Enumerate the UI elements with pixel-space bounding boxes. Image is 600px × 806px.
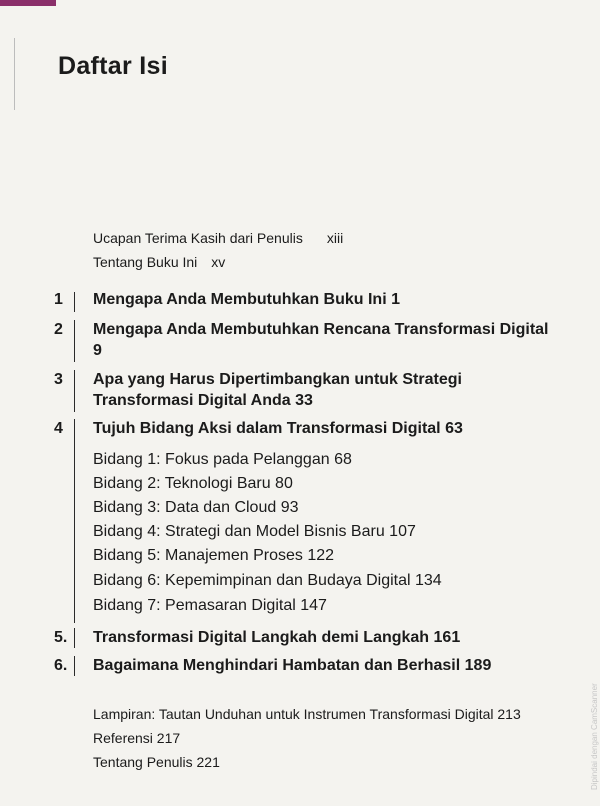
front-matter-item [93,254,225,270]
chapter-title: Apa yang Harus Dipertimbangkan untuk Strategi Transformasi Digital Anda 33 [93,371,462,409]
chapter-title: Tujuh Bidang Aksi dalam Transformasi Digital 63 [93,420,463,437]
chapter-bar [74,320,75,362]
subsection-item: Bidang 1: Fokus pada Pelanggan 68 [93,451,352,468]
front-matter-label: Tentang Buku Ini [93,254,198,270]
chapter-title: Transformasi Digital Langkah demi Langkah 161 [93,629,461,646]
chapter-bar [74,656,75,676]
subsection-item: Bidang 6: Kepemimpinan dan Budaya Digital 134 [93,572,442,589]
chapter-bar [74,292,75,312]
subsection-item: Bidang 4: Strategi dan Model Bisnis Baru 107 [93,523,416,540]
back-matter-item: Tentang Penulis 221 [93,754,220,770]
chapter-number: 6. [54,657,68,674]
chapter-number: 3 [54,371,63,388]
front-matter-page: xiii [326,230,344,246]
chapter-number: 5. [54,629,68,646]
chapter-number: 2 [54,321,63,338]
chapter-title: Mengapa Anda Membutuhkan Rencana Transformasi Digital 9 [93,321,549,359]
front-matter-label: Ucapan Terima Kasih dari Penulis [93,230,303,246]
chapter-number: 1 [54,291,63,308]
subsection-item: Bidang 5: Manajemen Proses 122 [93,547,335,564]
chapter-bar [74,419,75,623]
top-color-mark [0,0,56,6]
left-margin-rule [14,38,15,110]
watermark-text: Dipindai dengan CamScanner [590,683,599,790]
chapter-number: 4 [54,420,63,437]
back-matter-item: Lampiran: Tautan Unduhan untuk Instrumen Transformasi Digital 213 [93,706,521,722]
subsection-item: Bidang 2: Teknologi Baru 80 [93,475,293,492]
back-matter-item: Referensi 217 [93,730,181,746]
subsection-item: Bidang 7: Pemasaran Digital 147 [93,597,327,614]
chapter-bar [74,628,75,648]
chapter-bar [74,370,75,412]
subsection-item: Bidang 3: Data dan Cloud 93 [93,499,299,516]
page-title: Daftar Isi [58,52,168,80]
chapter-title: Mengapa Anda Membutuhkan Buku Ini 1 [93,291,400,308]
front-matter-page: xv [211,254,226,270]
scanner-watermark [576,640,599,790]
chapter-title: Bagaimana Menghindari Hambatan dan Berhasil 189 [93,657,492,674]
front-matter-item [93,230,343,246]
